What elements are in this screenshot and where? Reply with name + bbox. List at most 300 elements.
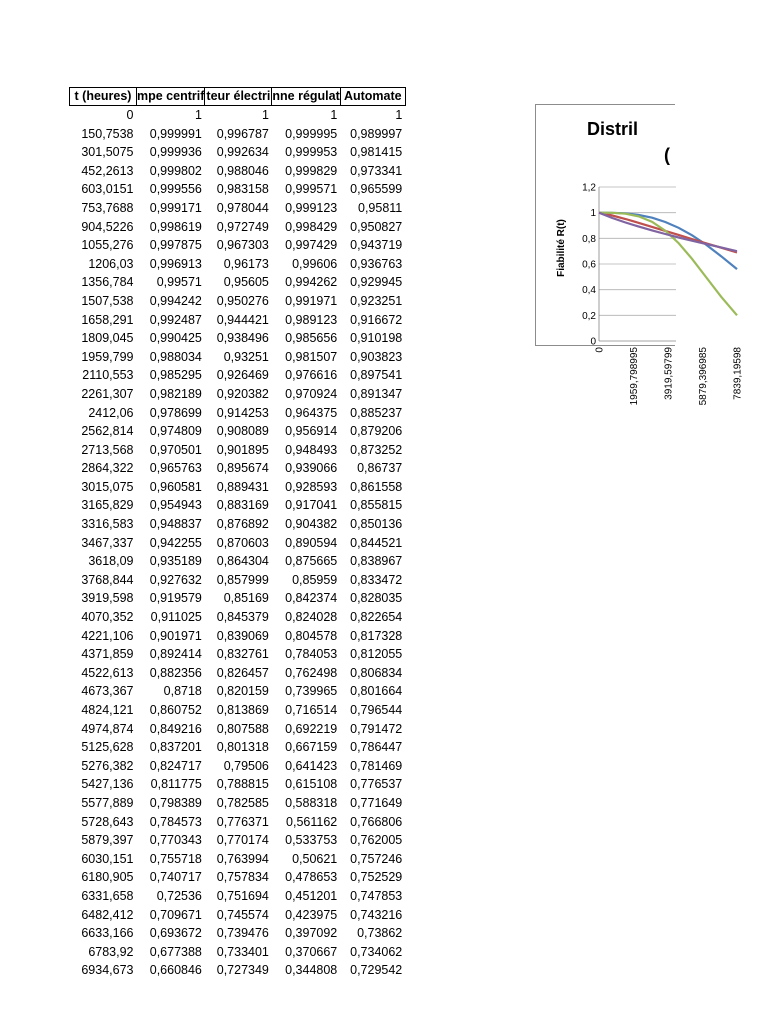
chart-title-line-2: ( bbox=[664, 145, 670, 165]
table-cell[interactable]: 0 bbox=[126, 108, 134, 122]
y-tick-label: 0 bbox=[590, 336, 596, 348]
table-row bbox=[70, 794, 406, 813]
table-cell[interactable]: 4824,121 bbox=[81, 703, 134, 717]
table-cell[interactable]: 0,978044 bbox=[216, 200, 269, 215]
table-cell[interactable]: 0,807588 bbox=[216, 721, 269, 736]
table-cell[interactable]: 0,733401 bbox=[216, 944, 269, 959]
table-cell[interactable]: 0,948837 bbox=[149, 517, 202, 532]
table-cell[interactable]: 0,751694 bbox=[216, 888, 269, 903]
table-cell[interactable]: 0,999953 bbox=[285, 145, 338, 160]
table-cell[interactable]: 3316,583 bbox=[81, 517, 134, 532]
table-cell[interactable]: 3618,09 bbox=[88, 554, 134, 569]
table-cell[interactable]: 0,812055 bbox=[350, 647, 403, 662]
table-cell[interactable]: 0,996913 bbox=[149, 256, 202, 271]
table-row bbox=[70, 961, 406, 980]
table-row bbox=[70, 496, 406, 515]
table-cell[interactable]: 0,801664 bbox=[350, 684, 403, 699]
table-cell[interactable]: 0,533753 bbox=[285, 833, 338, 848]
table-cell[interactable]: 0,96173 bbox=[223, 256, 269, 271]
table-cell[interactable]: 0,822654 bbox=[350, 610, 403, 625]
table-cell[interactable]: 0,891347 bbox=[350, 386, 403, 401]
table-row bbox=[70, 385, 406, 404]
table-cell[interactable]: 0,837201 bbox=[149, 740, 202, 755]
table-row bbox=[70, 162, 406, 181]
table-cell[interactable]: 0,999936 bbox=[149, 145, 202, 160]
table-row bbox=[70, 831, 406, 850]
chart-title-line-1: Distril bbox=[587, 119, 639, 139]
y-tick-labels bbox=[582, 183, 596, 348]
table-cell[interactable]: 0,990425 bbox=[149, 331, 202, 346]
table-cell[interactable]: 3919,598 bbox=[81, 591, 134, 606]
table-cell[interactable]: 0,85169 bbox=[223, 591, 269, 606]
table-cell[interactable]: 0,757246 bbox=[350, 851, 403, 866]
table-cell[interactable]: 6482,412 bbox=[81, 907, 134, 922]
table-cell[interactable]: 0,615108 bbox=[285, 777, 338, 792]
table-cell[interactable]: 0,832761 bbox=[216, 647, 269, 662]
table-cell[interactable]: 904,5226 bbox=[81, 219, 134, 234]
reliability-chart[interactable] bbox=[535, 104, 744, 406]
table-row bbox=[70, 404, 406, 423]
table-cell[interactable]: 1809,045 bbox=[81, 331, 134, 346]
table-cell[interactable]: 0,73862 bbox=[357, 926, 403, 941]
table-cell[interactable]: 0,988046 bbox=[216, 163, 269, 178]
table-cell[interactable]: 0,996787 bbox=[216, 126, 269, 141]
table-cell[interactable]: 0,950827 bbox=[350, 219, 403, 234]
table-cell[interactable]: 0,861558 bbox=[350, 479, 403, 494]
table-cell[interactable]: 0,727349 bbox=[216, 963, 269, 978]
table-row bbox=[70, 608, 406, 627]
y-axis-label: Fiabilité R(t) bbox=[556, 219, 567, 277]
table-cell[interactable]: 0,973341 bbox=[350, 163, 403, 178]
table-cell[interactable]: 4221,106 bbox=[81, 628, 134, 643]
table-row bbox=[70, 515, 406, 534]
table-cell[interactable]: 6783,92 bbox=[88, 944, 134, 959]
table-row bbox=[70, 850, 406, 869]
table-cell[interactable]: 0,747853 bbox=[350, 888, 403, 903]
table-cell[interactable]: 0,757834 bbox=[216, 870, 269, 885]
table-cell[interactable]: 0,762498 bbox=[285, 665, 338, 680]
table-cell[interactable]: 0,833472 bbox=[350, 572, 403, 587]
data-table bbox=[69, 87, 406, 980]
table-cell[interactable]: 0,956914 bbox=[285, 424, 338, 439]
table-cell[interactable]: 2412,06 bbox=[88, 405, 134, 420]
table-cell[interactable]: 4522,613 bbox=[81, 665, 134, 680]
table-cell[interactable]: 0,740717 bbox=[149, 870, 202, 885]
table-cell[interactable]: 0,970924 bbox=[285, 386, 338, 401]
table-cell[interactable]: 1507,538 bbox=[81, 293, 134, 308]
table-row bbox=[70, 943, 406, 962]
table-cell[interactable]: 0,916672 bbox=[350, 312, 403, 327]
table-cell[interactable]: 0,762005 bbox=[350, 833, 403, 848]
table-cell[interactable]: 0,828035 bbox=[350, 591, 403, 606]
table-cell[interactable]: 0,842374 bbox=[285, 591, 338, 606]
table-cell[interactable]: 0,999123 bbox=[285, 200, 338, 215]
table-cell[interactable]: 6030,151 bbox=[81, 851, 134, 866]
table-cell[interactable]: 0,976616 bbox=[285, 368, 338, 383]
table-cell[interactable]: 0,920382 bbox=[216, 386, 269, 401]
table-cell[interactable]: 0,879206 bbox=[350, 424, 403, 439]
table-cell[interactable]: 0,954943 bbox=[149, 498, 202, 513]
table-cell[interactable]: 0,739476 bbox=[216, 926, 269, 941]
table-cell[interactable]: 0,999991 bbox=[149, 126, 202, 141]
table-cell[interactable]: 0,970501 bbox=[149, 442, 202, 457]
table-row bbox=[70, 720, 406, 739]
table-row bbox=[70, 589, 406, 608]
table-cell[interactable]: 0,875665 bbox=[285, 554, 338, 569]
table-cell[interactable]: 0,985656 bbox=[285, 331, 338, 346]
table-cell[interactable]: 0,882356 bbox=[149, 665, 202, 680]
table-cell[interactable]: 0,561162 bbox=[286, 814, 338, 829]
table-cell[interactable]: 0,904382 bbox=[285, 517, 338, 532]
table-cell[interactable]: 0,928593 bbox=[285, 479, 338, 494]
table-cell[interactable]: 1 bbox=[261, 108, 269, 122]
table-cell[interactable]: 0,849216 bbox=[149, 721, 202, 736]
table-cell[interactable]: 0,677388 bbox=[149, 944, 202, 959]
table-cell[interactable]: 2864,322 bbox=[81, 461, 134, 476]
header-cell-pump[interactable]: mpe centrif bbox=[137, 88, 205, 106]
table-cell[interactable]: 0,901895 bbox=[216, 442, 269, 457]
table-row bbox=[70, 199, 406, 218]
table-row bbox=[70, 552, 406, 571]
table-cell[interactable]: 0,692219 bbox=[285, 721, 338, 736]
table-cell[interactable]: 0,870603 bbox=[216, 535, 269, 550]
table-cell[interactable]: 0,967303 bbox=[216, 238, 269, 253]
table-cell[interactable]: 0,806834 bbox=[350, 665, 403, 680]
table-cell[interactable]: 0,919579 bbox=[149, 591, 202, 606]
header-cell-time[interactable]: t (heures) bbox=[70, 88, 137, 106]
table-cell[interactable]: 0,423975 bbox=[285, 907, 338, 922]
table-cell[interactable]: 0,782585 bbox=[216, 795, 269, 810]
table-cell[interactable]: 6331,658 bbox=[81, 888, 134, 903]
table-cell[interactable]: 0,983158 bbox=[216, 182, 269, 197]
table-cell[interactable]: 0,801318 bbox=[216, 740, 269, 755]
table-cell[interactable]: 753,7688 bbox=[81, 200, 134, 215]
table-cell[interactable]: 0,850136 bbox=[350, 517, 403, 532]
table-cell[interactable]: 0,784053 bbox=[285, 647, 338, 662]
table-cell[interactable]: 0,992487 bbox=[149, 312, 202, 327]
table-cell[interactable]: 0,820159 bbox=[216, 684, 269, 699]
table-cell[interactable]: 0,734062 bbox=[350, 944, 403, 959]
table-cell[interactable]: 0,929945 bbox=[350, 275, 403, 290]
table-cell[interactable]: 0,889431 bbox=[216, 479, 269, 494]
table-cell[interactable]: 6934,673 bbox=[81, 963, 134, 978]
table-cell[interactable]: 0,693672 bbox=[149, 926, 202, 941]
table-row bbox=[70, 906, 406, 925]
table-cell[interactable]: 0,948493 bbox=[285, 442, 338, 457]
table-cell[interactable]: 4070,352 bbox=[81, 610, 134, 625]
table-cell[interactable]: 2261,307 bbox=[81, 386, 134, 401]
table-cell[interactable]: 0,771649 bbox=[350, 795, 403, 810]
y-tick-label: 1,2 bbox=[582, 182, 596, 194]
table-cell[interactable]: 0,95811 bbox=[358, 200, 403, 215]
table-row bbox=[70, 775, 406, 794]
x-tick-label: 0 bbox=[594, 347, 606, 353]
table-cell[interactable]: 0,981507 bbox=[285, 349, 338, 364]
table-cell[interactable]: 0,844521 bbox=[350, 535, 403, 550]
table-cell[interactable]: 0,784573 bbox=[149, 814, 202, 829]
table-cell[interactable]: 0,716514 bbox=[285, 703, 338, 717]
table-cell[interactable]: 0,860752 bbox=[149, 703, 202, 717]
table-cell[interactable]: 0,999802 bbox=[149, 163, 202, 178]
table-cell[interactable]: 0,994262 bbox=[285, 275, 338, 290]
table-row bbox=[70, 868, 406, 887]
table-row bbox=[70, 627, 406, 646]
table-row bbox=[70, 125, 406, 144]
table-cell[interactable]: 0,999171 bbox=[149, 200, 202, 215]
table-row bbox=[70, 757, 406, 776]
table-cell[interactable]: 0,892414 bbox=[149, 647, 202, 662]
table-cell[interactable]: 0,86737 bbox=[357, 461, 403, 476]
y-tick-label: 0,2 bbox=[582, 310, 596, 322]
table-cell[interactable]: 0,985295 bbox=[149, 368, 202, 383]
table-row bbox=[70, 441, 406, 460]
table-cell[interactable]: 0,910198 bbox=[350, 331, 403, 346]
table-cell[interactable]: 5427,136 bbox=[81, 777, 134, 792]
table-cell[interactable]: 6633,166 bbox=[81, 926, 134, 941]
table-cell[interactable]: 0,95605 bbox=[223, 275, 269, 290]
table-cell[interactable]: 0,964375 bbox=[285, 405, 338, 420]
table-cell[interactable]: 150,7538 bbox=[81, 126, 134, 141]
table-cell[interactable]: 0,755718 bbox=[149, 851, 202, 866]
x-tick-label: 7839,19598 bbox=[732, 347, 744, 400]
y-tick-label: 0,6 bbox=[582, 259, 596, 271]
y-tick-label: 0,4 bbox=[582, 285, 596, 297]
table-row bbox=[70, 738, 406, 757]
table-cell[interactable]: 3165,829 bbox=[81, 498, 134, 513]
table-cell[interactable]: 0,709671 bbox=[149, 907, 202, 922]
table-cell[interactable]: 0,588318 bbox=[285, 795, 338, 810]
table-cell[interactable]: 0,982189 bbox=[149, 386, 202, 401]
table-cell[interactable]: 0,845379 bbox=[216, 610, 269, 625]
table-cell[interactable]: 0,999829 bbox=[285, 163, 338, 178]
table-cell[interactable]: 0,923251 bbox=[350, 293, 403, 308]
table-cell[interactable]: 0,997429 bbox=[285, 238, 338, 253]
table-cell[interactable]: 0,776371 bbox=[216, 814, 269, 829]
table-row bbox=[70, 887, 406, 906]
table-cell[interactable]: 0,397092 bbox=[285, 926, 338, 941]
table-cell[interactable]: 0,788815 bbox=[216, 777, 269, 792]
table-cell[interactable]: 0,989997 bbox=[350, 126, 403, 141]
table-row bbox=[70, 478, 406, 497]
table-cell[interactable]: 0,939066 bbox=[285, 461, 338, 476]
table-cell[interactable]: 0,903823 bbox=[350, 349, 403, 364]
table-cell[interactable]: 0,989123 bbox=[285, 312, 338, 327]
table-cell[interactable]: 0,781469 bbox=[350, 758, 403, 773]
table-cell[interactable]: 0,745574 bbox=[216, 907, 269, 922]
table-row bbox=[70, 292, 406, 311]
table-cell[interactable]: 0,960581 bbox=[149, 479, 202, 494]
table-cell[interactable]: 0,938496 bbox=[216, 331, 269, 346]
x-tick-label: 1959,798995 bbox=[629, 347, 640, 406]
table-cell[interactable]: 0,911025 bbox=[150, 610, 202, 625]
table-cell[interactable]: 452,2613 bbox=[81, 163, 134, 178]
table-cell[interactable]: 1356,784 bbox=[81, 275, 134, 290]
x-tick-labels bbox=[595, 347, 744, 406]
table-cell[interactable]: 0,890594 bbox=[285, 535, 338, 550]
table-cell[interactable]: 0,944421 bbox=[216, 312, 269, 327]
table-cell[interactable]: 0,811775 bbox=[150, 777, 202, 792]
header-cell-valve[interactable]: nne régulat bbox=[272, 88, 340, 106]
table-cell[interactable]: 0,991971 bbox=[285, 293, 338, 308]
table-cell[interactable]: 0,901971 bbox=[149, 628, 202, 643]
table-row bbox=[70, 180, 406, 199]
table-cell[interactable]: 0,743216 bbox=[350, 907, 403, 922]
table-cell[interactable]: 0,826457 bbox=[216, 665, 269, 680]
table-row bbox=[70, 459, 406, 478]
table-cell[interactable]: 0,770174 bbox=[216, 833, 269, 848]
table-cell[interactable]: 0,451201 bbox=[285, 888, 338, 903]
table-cell[interactable]: 4673,367 bbox=[81, 684, 134, 699]
table-cell[interactable]: 0,763994 bbox=[216, 851, 269, 866]
table-cell[interactable]: 0,786447 bbox=[350, 740, 403, 755]
table-cell[interactable]: 0,950276 bbox=[216, 293, 269, 308]
table-cell[interactable]: 0,876892 bbox=[216, 517, 269, 532]
table-cell[interactable]: 1658,291 bbox=[81, 312, 134, 327]
table-cell[interactable]: 0,999995 bbox=[285, 126, 338, 141]
table-cell[interactable]: 2110,553 bbox=[82, 368, 134, 383]
y-tick-label: 1 bbox=[590, 208, 596, 220]
table-cell[interactable]: 0,883169 bbox=[216, 498, 269, 513]
table-cell[interactable]: 0,667159 bbox=[285, 740, 338, 755]
table-cell[interactable]: 1 bbox=[395, 108, 403, 122]
table-cell[interactable]: 0,936763 bbox=[350, 256, 403, 271]
table-cell[interactable]: 0,908089 bbox=[216, 424, 269, 439]
header-row bbox=[70, 88, 406, 106]
chart-canvas bbox=[536, 105, 744, 406]
table-cell[interactable]: 0,992634 bbox=[216, 145, 269, 160]
table-cell[interactable]: 0,752529 bbox=[350, 870, 403, 885]
table-cell[interactable]: 0,981415 bbox=[350, 145, 403, 160]
table-cell[interactable]: 0,895674 bbox=[216, 461, 269, 476]
table-row bbox=[70, 682, 406, 701]
table-cell[interactable]: 1206,03 bbox=[88, 256, 134, 271]
table-cell[interactable]: 0,804578 bbox=[285, 628, 338, 643]
table-cell[interactable]: 5577,889 bbox=[81, 795, 134, 810]
table-cell[interactable]: 0,926469 bbox=[216, 368, 269, 383]
table-cell[interactable]: 0,770343 bbox=[149, 833, 202, 848]
table-row bbox=[70, 366, 406, 385]
table-cell[interactable]: 0,998619 bbox=[149, 219, 202, 234]
table-cell[interactable]: 0,997875 bbox=[149, 238, 202, 253]
table-cell[interactable]: 5276,382 bbox=[81, 758, 134, 773]
table-cell[interactable]: 0,917041 bbox=[285, 498, 338, 513]
table-cell[interactable]: 1 bbox=[330, 108, 338, 122]
table-cell[interactable]: 0,93251 bbox=[223, 349, 269, 364]
header-cell-automate[interactable]: Automate bbox=[340, 88, 405, 106]
table-row bbox=[70, 218, 406, 237]
table-cell[interactable]: 0,994242 bbox=[149, 293, 202, 308]
table-cell[interactable]: 0,999571 bbox=[285, 182, 338, 197]
table-cell[interactable]: 0,85959 bbox=[292, 572, 338, 587]
table-cell[interactable]: 0,99606 bbox=[292, 256, 338, 271]
y-tick-label: 0,8 bbox=[582, 233, 596, 245]
table-cell[interactable]: 0,370667 bbox=[285, 944, 338, 959]
table-cell[interactable]: 0,972749 bbox=[216, 219, 269, 234]
table-cell[interactable]: 0,776537 bbox=[350, 777, 403, 792]
table-cell[interactable]: 0,796544 bbox=[350, 703, 403, 717]
table-cell[interactable]: 0,641423 bbox=[285, 758, 338, 773]
table-row bbox=[70, 106, 406, 125]
table-row bbox=[70, 255, 406, 274]
table-row bbox=[70, 348, 406, 367]
table-cell[interactable]: 0,8718 bbox=[163, 684, 202, 699]
table-cell[interactable]: 0,855815 bbox=[350, 498, 403, 513]
table-cell[interactable]: 0,817328 bbox=[350, 628, 403, 643]
table-cell[interactable]: 0,978699 bbox=[149, 405, 202, 420]
table-row bbox=[70, 571, 406, 590]
table-cell[interactable]: 0,729542 bbox=[350, 963, 403, 978]
table-cell[interactable]: 0,766806 bbox=[350, 814, 403, 829]
header-cell-motor[interactable]: teur électri bbox=[205, 88, 272, 106]
table-row bbox=[70, 924, 406, 943]
table-cell[interactable]: 3467,337 bbox=[81, 535, 134, 550]
table-cell[interactable]: 0,99571 bbox=[156, 275, 202, 290]
table-cell[interactable]: 0,965763 bbox=[149, 461, 202, 476]
table-cell[interactable]: 0,999556 bbox=[149, 182, 202, 197]
table-cell[interactable]: 0,914253 bbox=[216, 405, 269, 420]
table-cell[interactable]: 0,857999 bbox=[216, 572, 269, 587]
table-cell[interactable]: 0,813869 bbox=[216, 703, 269, 717]
table-cell[interactable]: 0,344808 bbox=[285, 963, 338, 978]
table-cell[interactable]: 0,838967 bbox=[350, 554, 403, 569]
table-cell[interactable]: 0,965599 bbox=[350, 182, 403, 197]
table-cell[interactable]: 0,942255 bbox=[149, 535, 202, 550]
table-cell[interactable]: 3768,844 bbox=[81, 572, 134, 587]
table-cell[interactable]: 0,824717 bbox=[149, 758, 202, 773]
table-cell[interactable]: 0,885237 bbox=[350, 405, 403, 420]
table-cell[interactable]: 1055,276 bbox=[81, 238, 134, 253]
table-row bbox=[70, 664, 406, 683]
table-cell[interactable]: 0,943719 bbox=[350, 238, 403, 253]
table-cell[interactable]: 1959,799 bbox=[81, 349, 134, 364]
table-cell[interactable]: 3015,075 bbox=[81, 479, 134, 494]
table-cell[interactable]: 2713,568 bbox=[81, 442, 134, 457]
table-cell[interactable]: 0,824028 bbox=[285, 610, 338, 625]
table-row bbox=[70, 701, 406, 720]
table-row bbox=[70, 534, 406, 553]
table-cell[interactable]: 1 bbox=[194, 108, 202, 122]
table-cell[interactable]: 5728,643 bbox=[81, 814, 134, 829]
table-cell[interactable]: 5879,397 bbox=[81, 833, 134, 848]
table-cell[interactable]: 0,864304 bbox=[216, 554, 269, 569]
table-cell[interactable]: 0,798389 bbox=[149, 795, 202, 810]
table-cell[interactable]: 0,974809 bbox=[149, 424, 202, 439]
table-cell[interactable]: 0,873252 bbox=[350, 442, 403, 457]
table-cell[interactable]: 0,50621 bbox=[292, 851, 338, 866]
table-row bbox=[70, 273, 406, 292]
table-cell[interactable]: 0,72536 bbox=[156, 888, 202, 903]
table-cell[interactable]: 0,478653 bbox=[285, 870, 338, 885]
table-cell[interactable]: 4371,859 bbox=[81, 647, 134, 662]
table-cell[interactable]: 0,660846 bbox=[149, 963, 202, 978]
table-cell[interactable]: 0,897541 bbox=[350, 368, 403, 383]
table-cell[interactable]: 603,0151 bbox=[81, 182, 134, 197]
table-cell[interactable]: 0,927632 bbox=[149, 572, 202, 587]
table-cell[interactable]: 5125,628 bbox=[81, 740, 134, 755]
table-cell[interactable]: 0,935189 bbox=[149, 554, 202, 569]
table-cell[interactable]: 6180,905 bbox=[81, 870, 134, 885]
table-cell[interactable]: 0,791472 bbox=[350, 721, 403, 736]
table-cell[interactable]: 2562,814 bbox=[81, 424, 134, 439]
table-cell[interactable]: 0,739965 bbox=[285, 684, 338, 699]
table-cell[interactable]: 0,988034 bbox=[149, 349, 202, 364]
table-cell[interactable]: 0,998429 bbox=[285, 219, 338, 234]
x-tick-label: 3919,59799 bbox=[663, 347, 675, 400]
table-cell[interactable]: 0,79506 bbox=[223, 758, 269, 773]
table-cell[interactable]: 0,839069 bbox=[216, 628, 269, 643]
table-cell[interactable]: 301,5075 bbox=[81, 145, 134, 160]
table-cell[interactable]: 4974,874 bbox=[81, 721, 134, 736]
